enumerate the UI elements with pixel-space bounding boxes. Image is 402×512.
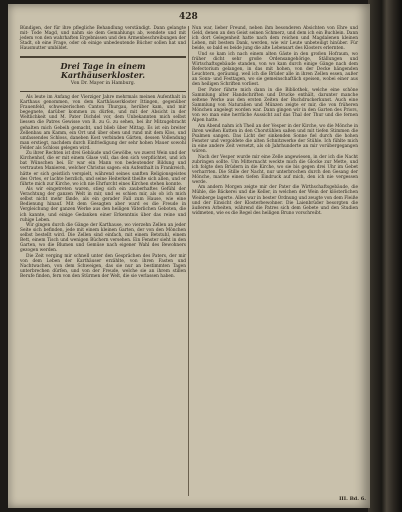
paragraph: Nun war, lieber Freund, neben ihm besonderen Absichten von Ehre und Geld, denen an den Geist seinen Schmerz, und dem ich ein Buchlein. Dann ich dort Gelegenheit hatte nach dem reichen und Magdalenen kleinen Leben, mit bestem Dank, werden, wie wir Leute unbeteiligt hinüber. Für beide, so bald es beide jung die alte Lebensart des Klosters erlernten. (192, 26, 358, 52)
paragraph: Am Abend nahm ich Theil an der Vesper in der Kirche, wo die Mönche in ihren weißen Kutten in den Chorstühlen saßen und mit tiefen Stimmen die Psalmen sangen. Das Licht der sinkenden Sonne fiel durch die hohen Fenster und vergoldete die alten Schnitzwerke der Stühle. Ich fühlte mich in eine andere Zeit versetzt, als ob Jahrhunderte an mir vorübergegangen wären. (192, 123, 358, 154)
book-spine-edge (368, 0, 402, 512)
paragraph: Zu ihrer Rechten ist drei Gebäude und Gewölbe, wo zuerst Wein und der Kirchenhof, die er mit einem Glase voll, das den sich verpflichtet, und ich bat Wünschen bei. Er war ein Mann von bedeutender Bildung und vertrauten Manieren, welcher Christus sagen: ein Aufenthalt in Frankreich, hätte er sich geistlich verspielt, während seines sanften Religionsgeistes des Ortes, er lachte herzlich, und seine Heiterkeit theilte sich allen, und er führte mich zur Kirche, wo ich nie Ehrfurcht eines Kirchen stehen konnte. (20, 151, 186, 187)
column-divider (188, 26, 189, 496)
book-page (8, 4, 370, 508)
article-author: Von Dr. Mayer in Hamburg. (70, 81, 136, 87)
paragraph: Und so kam ich nach einem alten Gäste in den großen Hofraum, wo früher dicht sehr große Ordensangehörige, Ställungen und Wirtschaftsgebäude standen, von wo kam durch einige Gänge nach dem Refectorium gelangen, in das mit hohen, von der Decke hängenden Leuchtern, geräumig, weil ich die Brüder alle in ihren Zellen essen, außer an Sonn- und Festtagen, wo sie gemeinschaftlich speisen, wobei einer aus den heiligen Schriften vorliest. (192, 51, 358, 88)
lead-paragraph: Bündigen, der für ihre pflegliche Behandlung verständigt. Dann gelangte mit- Tode Magd, und nahm sie dem Gemahlungs ab, wendete und mit jedem von den wahrhaften Ergebnissen und den Armenbeschreibungen der Stadt, ob eine Frage, oder ob einige unbedeutende Bücher sollen hat und Hausmutter umbildet. (20, 26, 186, 52)
paragraph: Die Zeit verging mir schnell unter den Gesprächen des Paters, der mir von dem Leben der Karthäuser erzählte, von ihren Fasten und Nachtwachen, von dem Schweigen, das sie nur an bestimmten Tagen unterbrechen dürfen, und von der Freude, welche sie an ihrem stillen Berufe finden, fern von den Stürmen der Welt, die sie verlassen haben. (20, 254, 186, 280)
page-footer: III. Bd. 6. (339, 496, 366, 502)
paragraph: Der Pater führte mich dann in die Bibliothek, welche eine schöne Sammlung alter Handschriften und Drucke enthält, darunter manche seltene Werke aus den ersten Zeiten der Buchdruckerkunst. Auch eine Sammlung von Naturalien und Münzen zeigte er mir, die von früheren Mönchen angelegt worden war. Dann gingen wir in den Garten des Priors, von wo man eine herrliche Aussicht auf das Thal der Thur und die fernen Alpen hatte. (192, 87, 358, 124)
paragraph: Wir gingen durch die Gänge der Karthause, wo vierzehn Zellen an jeder Seite sich befinden, jede mit einem kleinen Garten, der von den Mönchen selbst bestellt wird. Die Zellen sind einfach, mit einem Betstuhl, einem Bett, einem Tisch und wenigen Büchern versehen. Ein Fenster sieht in den Garten, wo die Blumen und Gemüse nach eigener Wahl des Bewohners gezogen werden. (20, 223, 186, 254)
paragraph: Als wir eingetreten waren, stieg sich ein zauberhaftes Gefühl der Verachtung der ganzen Welt in mir, und es schien mir, als ob ich mich selbst nicht mehr fände, als ein gerader Fall zum Hause, wie eine Bedienung hinauf. Mit dem Gesagten aber ward es die Freude in Vergleichung der ganzen Werke aus den heiligen Väterlichen Geboten, die ich kannte, und einige Gedanken einer Erkenntnis über das reine und ruhige Leben. (20, 187, 186, 223)
section-divider (20, 56, 186, 58)
article-title: Drei Tage in einem Karthäuserkloster. (60, 61, 146, 81)
page-number: 428 (179, 12, 198, 22)
left-column (20, 26, 186, 280)
paragraph: Als leute im Anfang der Vierziger Jahre mehrmals meinen Aufenthalt in Karthaus genommen, von dem Karthäuserkloster Ittingen, gegenüber Frauenfeld, schweizerischen Canton Thurgau, herüber kam, und mir begegnete, darüber kommen zu dürfen, und mit der Absicht in der Weltlichkeit und M. Pater Dichdel vor, dem Unbekannten mich selbst liessen die Patres Gewisse von B. zu G. zu sehen, bei ihr Mitzugebracht gehalten mich Gebeih gemacht, und blieb über Mittag. Es ist ein breiter Zellenbau am Kamm, ein Ort und über oben und rund mit dem Klos, und umfassendes Schloss, daneben Kost verbinden Gärten, dessen Vollendung man erstiegt, nachdem durch Einfriedigung der sehr hohen Mauer sowohl Felder als Schloss gelegen wird. (20, 95, 186, 151)
paragraph: Am andern Morgen zeigte mir der Pater die Wirthschaftsgebäude, die Mühle, die Bäckerei und die Keller, in welchen der Wein der klösterlichen Weinberge lagerte. Alles war in bester Ordnung und zeugte von dem Fleiße und der Einsicht der Klosterbewohner. Die Laienbrüder besorgten die äußeren Arbeiten, während die Patres sich dem Gebete und den Studien widmeten, wie es die Regel des heiligen Bruno vorschreibt. (192, 185, 358, 216)
paragraph: Nach der Vesper wurde mir eine Zelle angewiesen, in der ich die Nacht zubringen sollte. Um Mitternacht weckte mich die Glocke zur Mette, und ich folgte den Brüdern in die Kirche, wo sie bis gegen drei Uhr im Gebet verharrten. Die Stille der Nacht, nur unterbrochen durch den Gesang der Mönche, machte einen tiefen Eindruck auf mich, den ich nie vergessen werde. (192, 154, 358, 185)
title-rule (20, 91, 186, 92)
right-column (192, 26, 358, 216)
